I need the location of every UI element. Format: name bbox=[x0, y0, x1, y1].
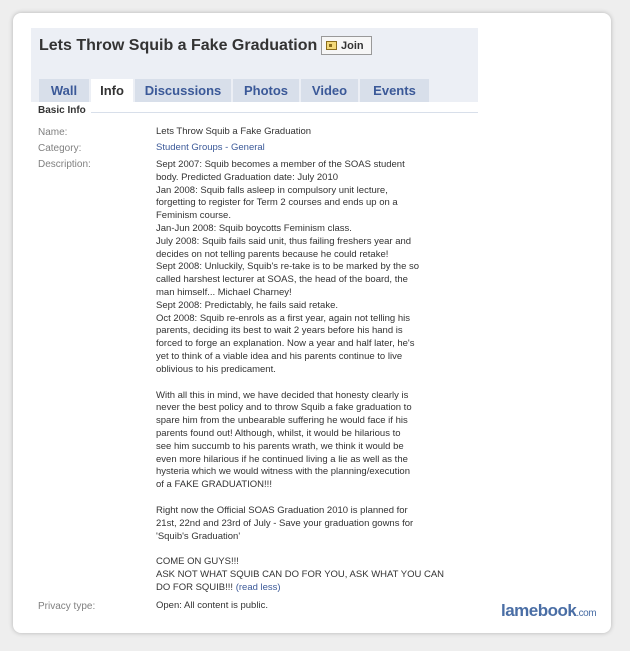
description-line: Right now the Official SOAS Graduation 2010 is planned for bbox=[156, 504, 408, 516]
description-line: of a FAKE GRADUATION!!! bbox=[156, 479, 272, 491]
description-line: even more hilarious if he continued living a lie as well as the bbox=[156, 453, 408, 465]
description-line: man himself... Michael Charney! bbox=[156, 286, 292, 298]
description-last-line bbox=[156, 582, 468, 595]
tab-video[interactable]: Video bbox=[301, 79, 358, 102]
name-value: Lets Throw Squib a Fake Graduation bbox=[156, 126, 312, 137]
tab-events[interactable]: Events bbox=[360, 79, 429, 102]
description-line: 21st, 22nd and 23rd of July - Save your graduation gowns for bbox=[156, 517, 414, 529]
description-line: oblivious to his predicament. bbox=[156, 363, 276, 375]
description-line: Sept 2007: Squib becomes a member of the SOAS student bbox=[156, 159, 405, 170]
group-info-card bbox=[13, 13, 611, 633]
description-line: ASK NOT WHAT SQUIB CAN DO FOR YOU, ASK WHAT YOU CAN bbox=[156, 569, 445, 581]
description-line: Jan 2008: Squib falls asleep in compulsory unit lecture, bbox=[156, 184, 388, 196]
description-line: called harshest lecturer at SOAS, the head of the board, the bbox=[156, 274, 408, 286]
tab-discussions[interactable]: Discussions bbox=[135, 79, 231, 102]
join-label: Join bbox=[341, 39, 364, 52]
category-link[interactable]: Student Groups - General bbox=[156, 142, 265, 153]
description-label: Description: bbox=[38, 159, 91, 170]
lamebook-watermark bbox=[501, 601, 596, 621]
group-icon bbox=[326, 41, 337, 50]
description-paragraph bbox=[156, 390, 468, 492]
description-line: forced to forge an explanation. Now a year and half later, he's bbox=[156, 338, 415, 350]
section-divider bbox=[91, 112, 478, 113]
description-line: COME ON GUYS!!! bbox=[156, 556, 239, 568]
tab-info[interactable]: Info bbox=[91, 79, 133, 102]
description-line: forgetting to register for Term 2 courses and ends up on a bbox=[156, 197, 398, 209]
description-line: Sept 2008: Unluckily, Squib's re-take is to be marked by the so bbox=[156, 261, 420, 273]
description-line: Oct 2008: Squib re-enrols as a first year, again not telling his bbox=[156, 312, 410, 324]
description-paragraph bbox=[156, 159, 468, 377]
description-line: decides on not telling parents because he could retake! bbox=[156, 248, 389, 260]
description-line: Jan-Jun 2008: Squib boycotts Feminism class. bbox=[156, 222, 352, 234]
description-paragraph bbox=[156, 505, 468, 543]
description-line: parents, deciding its best to wait 2 years before his hand is bbox=[156, 325, 403, 337]
description-line: 'Squib's Graduation' bbox=[156, 530, 241, 542]
description-line: spare him from the unbearable suffering he would face if his bbox=[156, 415, 408, 427]
name-label: Name: bbox=[38, 127, 68, 138]
group-header bbox=[31, 28, 478, 102]
last-line-text: DO FOR SQUIB!!! bbox=[156, 581, 234, 593]
description-line: see him succumb to his parents wrath, we think it would be bbox=[156, 440, 404, 452]
description-line: body. Predicted Graduation date: July 2010 bbox=[156, 171, 339, 183]
group-title: Lets Throw Squib a Fake Graduation bbox=[39, 37, 318, 54]
description-text bbox=[156, 159, 468, 595]
description-line: With all this in mind, we have decided that honesty clearly is bbox=[156, 389, 409, 401]
read-less-link[interactable]: (read less) bbox=[235, 581, 281, 593]
section-title: Basic Info bbox=[38, 105, 86, 116]
description-line: Sept 2008: Predictably, he fails said retake. bbox=[156, 299, 339, 311]
tab-photos[interactable]: Photos bbox=[233, 79, 299, 102]
watermark-main: lamebook bbox=[501, 601, 577, 620]
category-label: Category: bbox=[38, 143, 82, 154]
description-line: parents found out! Although, whilst, it would be hilarious to bbox=[156, 427, 401, 439]
description-line: yet to think of a viable idea and his parents continue to live bbox=[156, 350, 403, 362]
tab-wall[interactable]: Wall bbox=[39, 79, 89, 102]
description-line: Feminism course. bbox=[156, 210, 231, 222]
privacy-value: Open: All content is public. bbox=[156, 600, 268, 611]
description-paragraph bbox=[156, 556, 468, 582]
description-line: never the best policy and to throw Squib a fake graduation to bbox=[156, 402, 412, 414]
tab-bar bbox=[39, 79, 431, 102]
watermark-suffix: .com bbox=[576, 608, 597, 619]
privacy-label: Privacy type: bbox=[38, 601, 96, 612]
join-button[interactable] bbox=[321, 36, 372, 55]
description-line: July 2008: Squib fails said unit, thus failing freshers year and bbox=[156, 235, 412, 247]
description-line: hysteria which we would witness with the planning/execution bbox=[156, 466, 410, 478]
